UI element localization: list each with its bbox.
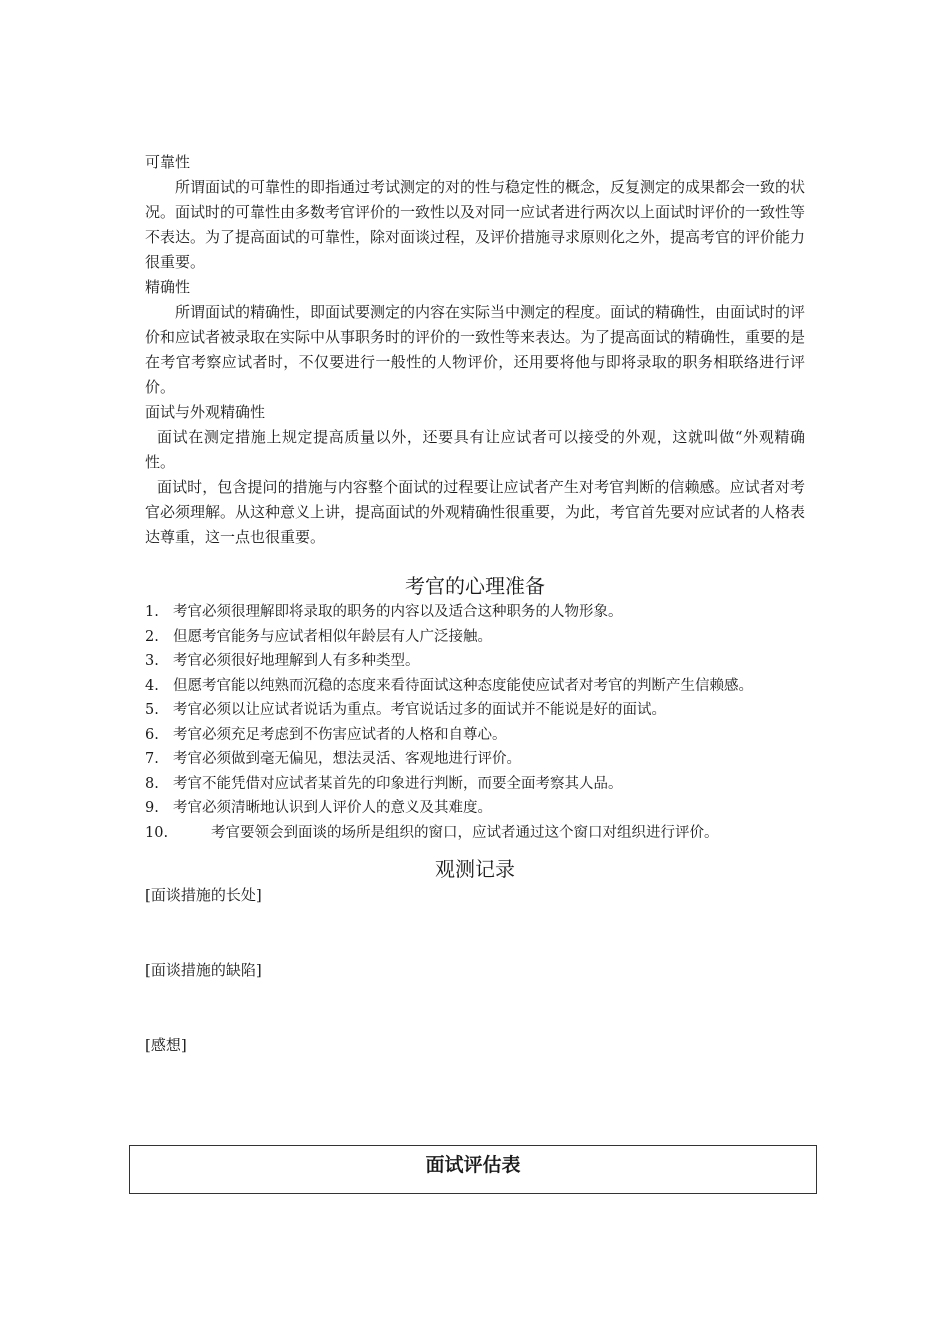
list-item-text: 但愿考官能以纯熟而沉稳的态度来看待面试这种态度能使应试者对考官的判断产生信赖感。 <box>173 677 753 694</box>
list-item-text: 考官必须做到毫无偏见，想法灵活、客观地进行评价。 <box>173 751 521 767</box>
list-item <box>145 796 805 821</box>
accuracy-heading: 精确性 <box>145 278 191 296</box>
observation-impressions-label: [感想] <box>145 1036 187 1054</box>
list-item-number: 4. <box>145 677 159 694</box>
observation-weaknesses-space <box>145 983 805 1033</box>
appearance-paragraph-1: 面试在测定措施上规定提高质量以外，还要具有让应试者可以接受的外观，这就叫做“外观精确性。 <box>145 428 805 471</box>
appearance-paragraph-2: 面试时，包含提问的措施与内容整个面试的过程要让应试者产生对考官判断的信赖感。应试者对考官必须理解。从这种意义上讲，提高面试的外观精确性很重要，为此，考官首先要对应试者的人格表达尊重，这一点也很重要。 <box>145 478 806 546</box>
observation-weaknesses-label: [面谈措施的缺陷] <box>145 961 262 979</box>
list-item-number: 9. <box>145 800 159 816</box>
list-item-text: 考官必须充足考虑到不伤害应试者的人格和自尊心。 <box>173 726 507 743</box>
list-item <box>145 649 805 674</box>
list-item <box>145 674 805 699</box>
list-item-text: 但愿考官能务与应试者相似年龄层有人广泛接触。 <box>173 628 492 645</box>
list-item-number: 7. <box>145 751 159 767</box>
list-item-number: 2. <box>145 628 159 645</box>
list-item-number: 1. <box>145 604 159 620</box>
list-item <box>145 747 805 772</box>
list-item-number: 6. <box>145 726 159 743</box>
list-item-text: 考官必须清晰地认识到人评价人的意义及其难度。 <box>173 800 492 816</box>
appearance-heading: 面试与外观精确性 <box>145 403 266 421</box>
list-item-text: 考官必须很好地理解到人有多种类型。 <box>173 653 420 669</box>
observation-strengths-space <box>145 908 805 958</box>
list-item-number: 3. <box>145 653 159 669</box>
accuracy-paragraph: 所谓面试的精确性，即面试要测定的内容在实际当中测定的程度。面试的精确性，由面试时的评价和应试者被录取在实际中从事职务时的评价的一致性等来表达。为了提高面试的精确性，重要的是在考官考察应试者时，不仅要进行一般性的人物评价，还用要将他与即将录取的职务相联络进行评价。 <box>145 303 806 396</box>
reliability-paragraph: 所谓面试的可靠性的即指通过考试测定的对的性与稳定性的概念，反复测定的成果都会一致的状况。面试时的可靠性由多数考官评价的一致性以及对同一应试者进行两次以上面试时评价的一致性等不表达。为了提高面试的可靠性，除对面谈过程，及评价措施寻求原则化之外，提高考官的评价能力很重要。 <box>145 178 806 271</box>
evaluation-form-title: 面试评估表 <box>425 1154 521 1176</box>
preparation-list <box>145 600 805 845</box>
list-item-text: 考官必须很理解即将录取的职务的内容以及适合这种职务的人物形象。 <box>173 604 623 620</box>
list-item-number: 8. <box>145 775 159 792</box>
list-item <box>145 723 805 748</box>
list-item <box>145 600 805 625</box>
list-item <box>145 772 805 797</box>
document-body <box>145 150 805 1058</box>
reliability-heading: 可靠性 <box>145 153 191 171</box>
list-item <box>145 821 805 846</box>
list-item-text: 考官必须以让应试者说话为重点。考官说话过多的面试并不能说是好的面试。 <box>173 702 666 718</box>
list-item-number: 10. <box>145 824 169 841</box>
observation-strengths-label: [面谈措施的长处] <box>145 886 262 904</box>
observation-title: 观测记录 <box>435 857 515 881</box>
list-item-text: 考官不能凭借对应试者某首先的印象进行判断，而要全面考察其人品。 <box>173 775 623 792</box>
evaluation-form-box <box>129 1145 817 1194</box>
list-item <box>145 625 805 650</box>
preparation-title: 考官的心理准备 <box>405 574 545 598</box>
list-item <box>145 698 805 723</box>
list-item-number: 5. <box>145 702 159 718</box>
list-item-text: 考官要领会到面谈的场所是组织的窗口，应试者通过这个窗口对组织进行评价。 <box>211 824 719 841</box>
